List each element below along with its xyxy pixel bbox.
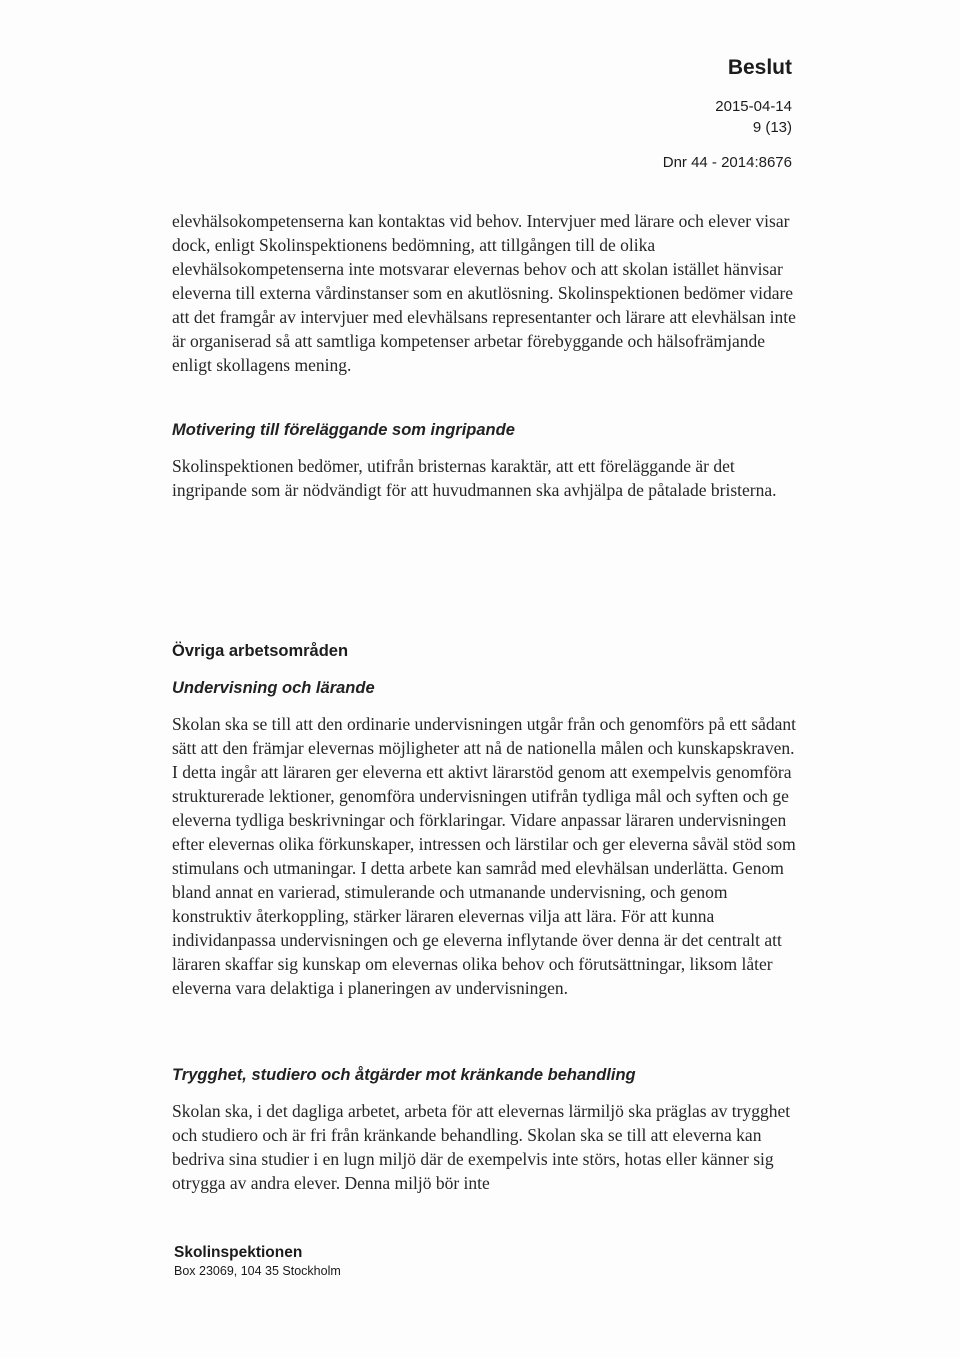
safety-heading: Trygghet, studiero och åtgärder mot kränkande behandling xyxy=(172,1066,636,1084)
document-type: Beslut xyxy=(727,56,792,79)
motivation-paragraph: Skolinspektionen bedömer, utifrån bristernas karaktär, att ett föreläggande är det ingripande som är nödvändigt för att huvudmannen ska avhjälpa de påtalade bristerna. xyxy=(172,456,777,500)
intro-paragraph: elevhälsokompetenserna kan kontaktas vid behov. Intervjuer med lärare och elever visar dock, enligt Skolinspektionens bedömning, att tillgången till de olika elevhälsokompetenserna inte motsvarar elevernas behov och att skolan istället hänvisar eleverna till externa vårdinstanser som en akutlösning. Skolinspektionen bedömer vidare att det framgår av intervjuer med elevhälsans representanter och lärare att elevhälsan inte är organiserad så att samtliga kompetenser arbetar förebyggande och hälsofrämjande enligt skollagens mening. xyxy=(172,211,796,375)
page-number: 9 (13) xyxy=(752,119,792,136)
motivation-heading: Motivering till föreläggande som ingripande xyxy=(172,421,515,439)
safety-section xyxy=(172,1066,800,1195)
footer-organization: Skolinspektionen xyxy=(174,1244,303,1261)
intro-section xyxy=(172,209,800,377)
teaching-paragraph: Skolan ska se till att den ordinarie undervisningen utgår från och genomförs på ett sådant sätt att den främjar elevernas möjligheter att nå de nationella målen och kunskapskraven. I detta ingår att läraren ger eleverna ett aktivt lärarstöd genom att exempelvis genomföra strukturerade lektioner, genomföra undervisningen utifrån tydliga mål och syften och ge eleverna tydliga beskrivningar och förklaringar. Vidare anpassar läraren undervisningen efter elevernas olika förkunskaper, intressen och lärstilar och ger eleverna såväl stöd som stimulans och utmaningar. I detta arbete kan samråd med elevhälsan underlätta. Genom bland annat en varierad, stimulerande och utmanande undervisning, och genom konstruktiv återkoppling, stärker läraren elevernas vilja att lära. För att kunna individanpassa undervisningen och ge eleverna inflytande över denna är det centralt att läraren skaffar sig kunskap om elevernas olika behov och förutsättningar, liksom låter eleverna vara delaktiga i planeringen av undervisningen. xyxy=(172,714,796,998)
document-date: 2015-04-14 xyxy=(715,98,792,115)
other-areas-heading: Övriga arbetsområden xyxy=(172,642,349,660)
safety-paragraph: Skolan ska, i det dagliga arbetet, arbeta för att elevernas lärmiljö ska präglas av trygghet och studiero och är fri från kränkande behandling. Skolan ska se till att eleverna kan bedriva sina studier i en lugn miljö där de exempelvis inte störs, hotas eller känner sig otrygga av andra elever. Denna miljö bör inte xyxy=(172,1101,791,1193)
document-footer xyxy=(174,1243,341,1279)
document-header xyxy=(663,56,792,171)
motivation-section xyxy=(172,421,800,502)
teaching-heading: Undervisning och lärande xyxy=(172,679,375,697)
footer-address: Box 23069, 104 35 Stockholm xyxy=(174,1264,341,1278)
other-areas-section xyxy=(172,642,800,1000)
registration-number: Dnr 44 - 2014:8676 xyxy=(662,154,792,171)
